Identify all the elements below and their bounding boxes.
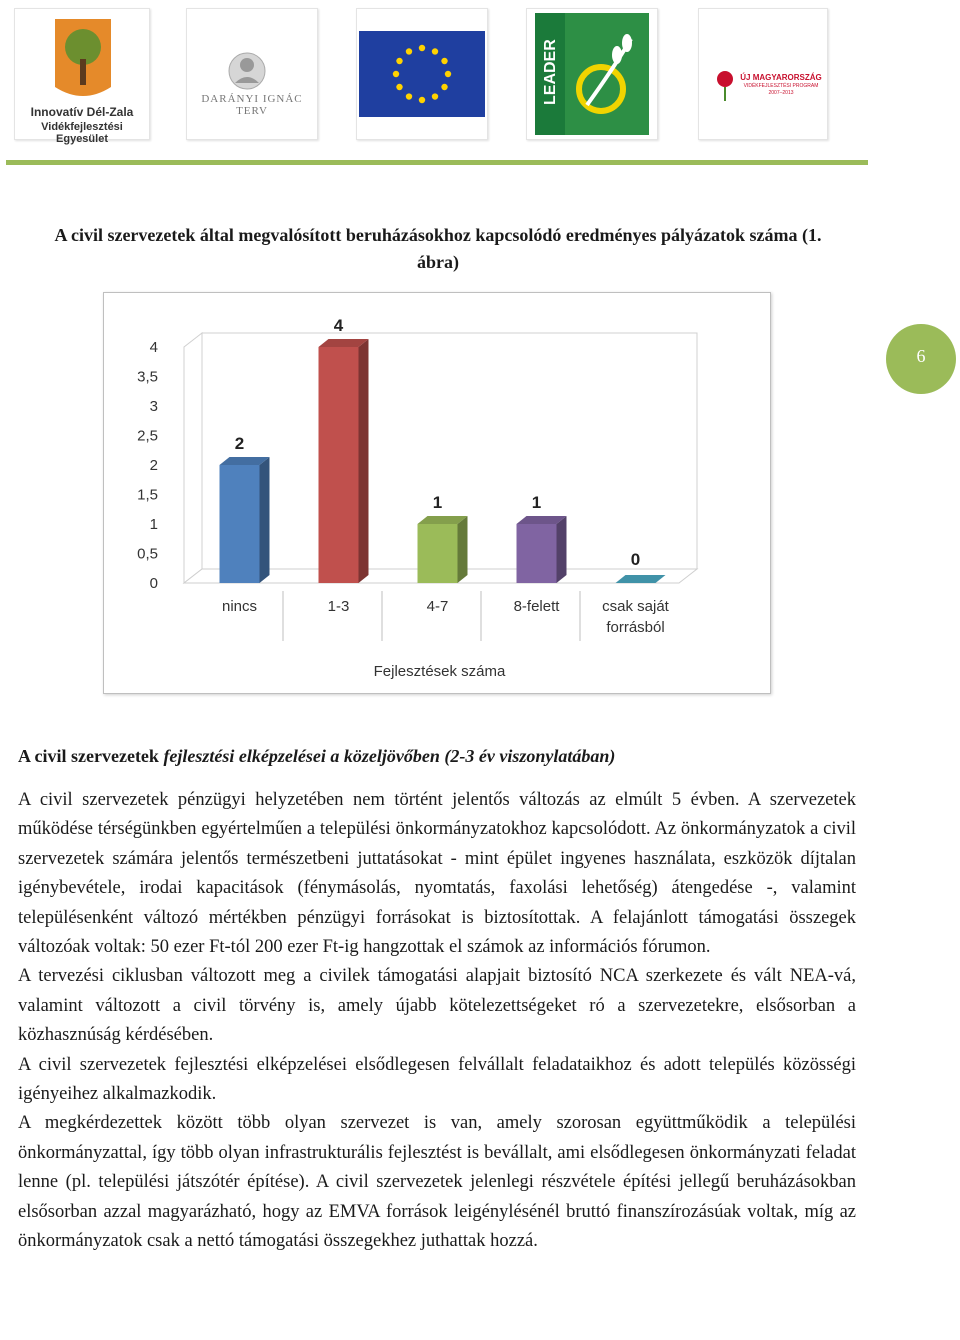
bar-side bbox=[458, 516, 468, 583]
eu-flag-logo bbox=[356, 8, 488, 140]
data-label: 0 bbox=[630, 550, 641, 569]
bar bbox=[418, 524, 458, 583]
body-text bbox=[18, 786, 856, 1257]
bar-side bbox=[260, 457, 270, 583]
eu-star bbox=[445, 71, 451, 77]
innovativ-del-zala-logo bbox=[14, 8, 150, 145]
eu-star bbox=[419, 97, 425, 103]
data-label: 2 bbox=[234, 434, 245, 453]
x-tick-label: forrásból bbox=[606, 619, 665, 636]
heading-part-2: fejlesztési elképzelései a közeljövőben (2-3 év viszonylatában) bbox=[163, 746, 616, 766]
logo-line-2: Vidékfejlesztési Egyesület bbox=[41, 121, 123, 145]
x-axis-title: Fejlesztések száma bbox=[373, 663, 506, 680]
logo-line-3: 2007–2013 bbox=[768, 90, 794, 96]
section-heading bbox=[18, 746, 615, 767]
page-number-badge: 6 bbox=[886, 324, 956, 394]
eu-star bbox=[396, 58, 402, 64]
x-tick-label: 4-7 bbox=[426, 598, 449, 615]
paragraph: A tervezési ciklusban változott meg a civilek támogatási alapjait biztosító NCA szerkezete és vált NEA-vá, valamint változott a civil törvény is, amely újabb kötelezettségeket ró a szervezetekre, elsősorban a közhasznúság kérdésében. bbox=[18, 966, 856, 1046]
bar bbox=[517, 524, 557, 583]
eu-star bbox=[432, 48, 438, 54]
logo-line-1: Innovatív Dél-Zala bbox=[30, 105, 134, 119]
bar-side bbox=[557, 516, 567, 583]
y-tick-label: 4 bbox=[149, 339, 158, 356]
chart-svg bbox=[104, 293, 770, 693]
y-tick-label: 1 bbox=[149, 516, 158, 533]
y-tick-label: 0 bbox=[149, 575, 158, 592]
header-rule bbox=[6, 160, 868, 165]
eu-stars-icon bbox=[357, 9, 487, 139]
eu-star bbox=[441, 84, 447, 90]
y-tick-label: 2,5 bbox=[137, 427, 158, 445]
heading-part-1: A civil szervezetek bbox=[18, 746, 164, 766]
x-tick-label: 8-felett bbox=[513, 598, 560, 615]
chart-side-wall bbox=[184, 333, 202, 583]
y-tick-label: 1,5 bbox=[137, 486, 158, 504]
leader-text: LEADER bbox=[542, 39, 559, 105]
leader-logo bbox=[526, 8, 658, 140]
paragraph: A civil szervezetek fejlesztési elképzelései elsődlegesen felvállalt feladataikhoz és adott település közösségi igényeihez alkalmazkodik. bbox=[18, 1054, 856, 1105]
eu-star bbox=[393, 71, 399, 77]
uj-magyarorszag-logo bbox=[698, 8, 828, 140]
bar-side bbox=[359, 339, 369, 583]
y-tick-label: 3,5 bbox=[137, 368, 158, 386]
x-tick-label: nincs bbox=[221, 598, 258, 615]
logo-text: DARÁNYI IGNÁC TERV bbox=[201, 93, 303, 117]
data-label: 1 bbox=[432, 493, 443, 512]
portrait-icon bbox=[187, 9, 317, 139]
y-tick-label: 2 bbox=[149, 457, 158, 474]
data-label: 1 bbox=[531, 493, 542, 512]
tree-emblem-icon bbox=[15, 9, 149, 139]
y-tick-label: 0,5 bbox=[137, 545, 158, 563]
daranyi-ignac-terv-logo bbox=[186, 8, 318, 140]
paragraph: A megkérdezettek között több olyan szervezet is van, amely szorosan együttműködik a települési önkormányzattal, így több olyan infrastrukturális fejlesztést is bevállalt, ami elsődlegesen önkormányzati feladat lenne (pl. települési játszótér építése). A civil szervezetek jelenlegi részvétele építési jellegű beruházásokban elsősorban azzal magyarázható, hogy az EMVA források leigénylésénél bruttó finanszírozásúak voltak, míg az önkormányzatok csak a nettó támogatási összegekhez juthattak hozzá. bbox=[18, 1113, 856, 1252]
eu-star bbox=[441, 58, 447, 64]
logo-line-2: VIDÉKFEJLESZTÉSI PROGRAM bbox=[743, 83, 819, 89]
eu-star bbox=[406, 93, 412, 99]
x-tick-label: 1-3 bbox=[327, 598, 350, 615]
y-tick-label: 3 bbox=[149, 398, 158, 415]
bar-chart bbox=[103, 292, 771, 694]
x-tick-label: csak saját bbox=[602, 598, 669, 615]
leader-wheat-icon bbox=[527, 9, 657, 139]
bar bbox=[319, 347, 359, 583]
figure-title: A civil szervezetek által megvalósított beruházásokhoz kapcsolódó eredményes pályázatok száma (1. ábra) bbox=[54, 225, 822, 272]
logo-line-1: ÚJ MAGYARORSZÁG bbox=[740, 73, 822, 82]
eu-star bbox=[419, 45, 425, 51]
eu-star bbox=[396, 84, 402, 90]
paragraph: A civil szervezetek pénzügyi helyzetében nem történt jelentős változás az elmúlt 5 évben. A szervezetek működése térségünkben egyértelműen a települési önkormányzatokhoz kapcsolódott. Az önkormányzatok a civil szervezetek számára jelentős természetbeni juttatásokat - mint épület ingyenes használata, eszközök díjtalan igénybevétele, irodai kapacitások (fénymásolás, nyomtatás, faxolási lehetőség) átengedése -, valamint településenként változó mértékben pénzügyi forrásokat is biztosítottak. A felajánlott támogatási összegek változóak voltak: 50 ezer Ft-tól 200 ezer Ft-ig hangzottak el számok az információs fórumon. bbox=[18, 790, 856, 958]
bar bbox=[220, 465, 260, 583]
eu-star bbox=[432, 93, 438, 99]
eu-star bbox=[406, 48, 412, 54]
data-label: 4 bbox=[333, 316, 344, 335]
